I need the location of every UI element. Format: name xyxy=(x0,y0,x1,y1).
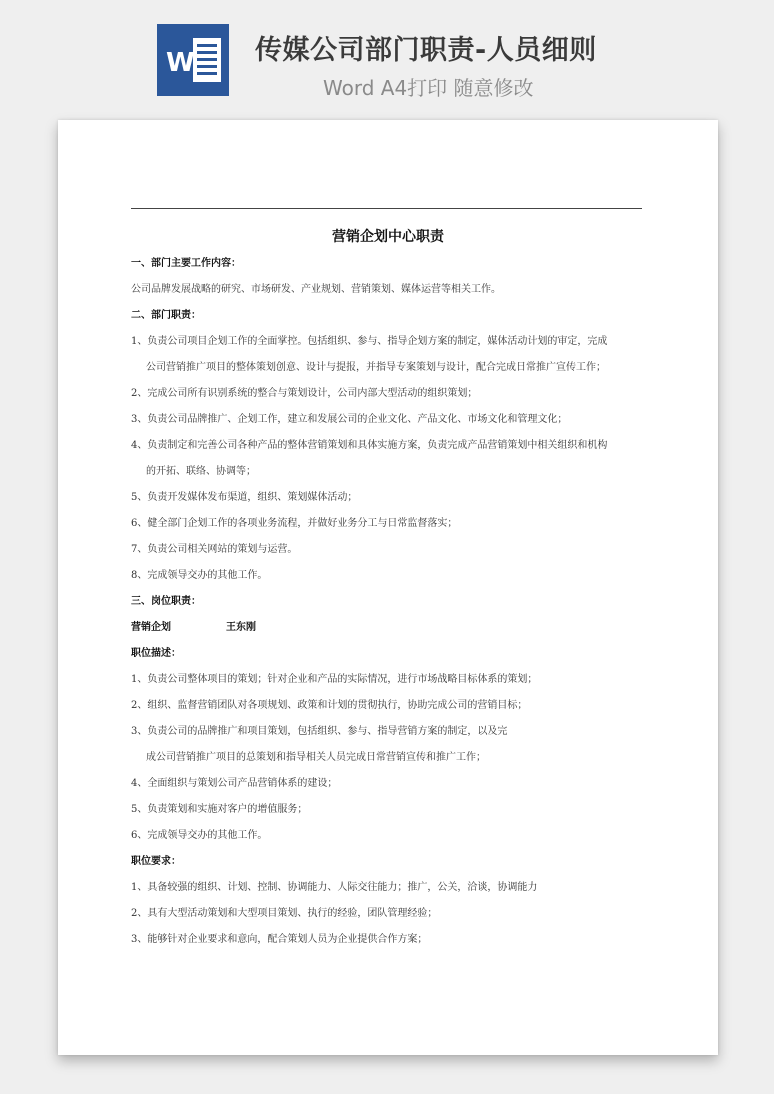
svg-text:W: W xyxy=(166,48,195,78)
desc-item: 2、组织、监督营销团队对各项规划、政策和计划的贯彻执行，协助完成公司的营销目标； xyxy=(131,700,528,711)
duty-item: 1、负责公司项目企划工作的全面掌控。包括组织、参与、指导企划方案的制定，媒体活动计划的审定，完成 xyxy=(131,336,608,347)
section1-text: 公司品牌发展战略的研究、市场研发、产业规划、营销策划、媒体运营等相关工作。 xyxy=(131,284,501,295)
req-item: 2、具有大型活动策划和大型项目策划、执行的经验，团队管理经验； xyxy=(131,908,438,919)
document-page xyxy=(58,120,718,1055)
page-title: 传媒公司部门职责-人员细则 xyxy=(255,35,597,66)
header-rule xyxy=(131,208,642,209)
duty-item: 6、健全部门企划工作的各项业务流程，并做好业务分工与日常监督落实； xyxy=(131,518,458,529)
desc-item: 成公司营销推广项目的总策划和指导相关人员完成日常营销宣传和推广工作； xyxy=(146,752,486,763)
header xyxy=(0,0,774,110)
section2-heading: 二、部门职责： xyxy=(131,310,201,321)
duty-item: 2、完成公司所有识别系统的整合与策划设计，公司内部大型活动的组织策划； xyxy=(131,388,478,399)
req-item: 1、具备较强的组织、计划、控制、协调能力、人际交往能力；推广，公关，洽谈，协调能力 xyxy=(131,882,538,893)
desc-item: 6、完成领导交办的其他工作。 xyxy=(131,830,268,841)
desc-item: 3、负责公司的品牌推广和项目策划，包括组织、参与、指导营销方案的制定，以及完 xyxy=(131,726,508,737)
desc-item: 4、全面组织与策划公司产品营销体系的建设； xyxy=(131,778,338,789)
desc-heading: 职位描述： xyxy=(131,648,181,659)
page-subtitle: Word A4打印 随意修改 xyxy=(323,76,534,100)
req-item: 3、能够针对企业要求和意向，配合策划人员为企业提供合作方案； xyxy=(131,934,428,945)
desc-item: 5、负责策划和实施对客户的增值服务； xyxy=(131,804,308,815)
section1-heading: 一、部门主要工作内容： xyxy=(131,258,241,269)
position-name: 王东刚 xyxy=(226,622,256,633)
document-title: 营销企划中心职责 xyxy=(332,229,444,245)
duty-item: 5、负责开发媒体发布渠道，组织、策划媒体活动； xyxy=(131,492,358,503)
req-heading: 职位要求： xyxy=(131,856,181,867)
position-title: 营销企划 xyxy=(131,622,171,633)
position-row xyxy=(131,618,256,633)
duty-item: 8、完成领导交办的其他工作。 xyxy=(131,570,268,581)
duty-item: 的开拓、联络、协调等； xyxy=(146,466,256,477)
section3-heading: 三、岗位职责： xyxy=(131,596,201,607)
duty-item: 3、负责公司品牌推广、企划工作，建立和发展公司的企业文化、产品文化、市场文化和管理文化； xyxy=(131,414,568,425)
duty-item: 公司营销推广项目的整体策划创意、设计与提报，并指导专案策划与设计，配合完成日常推广宣传工作； xyxy=(146,362,606,373)
word-icon xyxy=(157,24,229,96)
duty-item: 7、负责公司相关网站的策划与运营。 xyxy=(131,544,298,555)
desc-item: 1、负责公司整体项目的策划；针对企业和产品的实际情况，进行市场战略目标体系的策划； xyxy=(131,674,538,685)
duty-item: 4、负责制定和完善公司各种产品的整体营销策划和具体实施方案，负责完成产品营销策划中相关组织和机构 xyxy=(131,440,608,451)
